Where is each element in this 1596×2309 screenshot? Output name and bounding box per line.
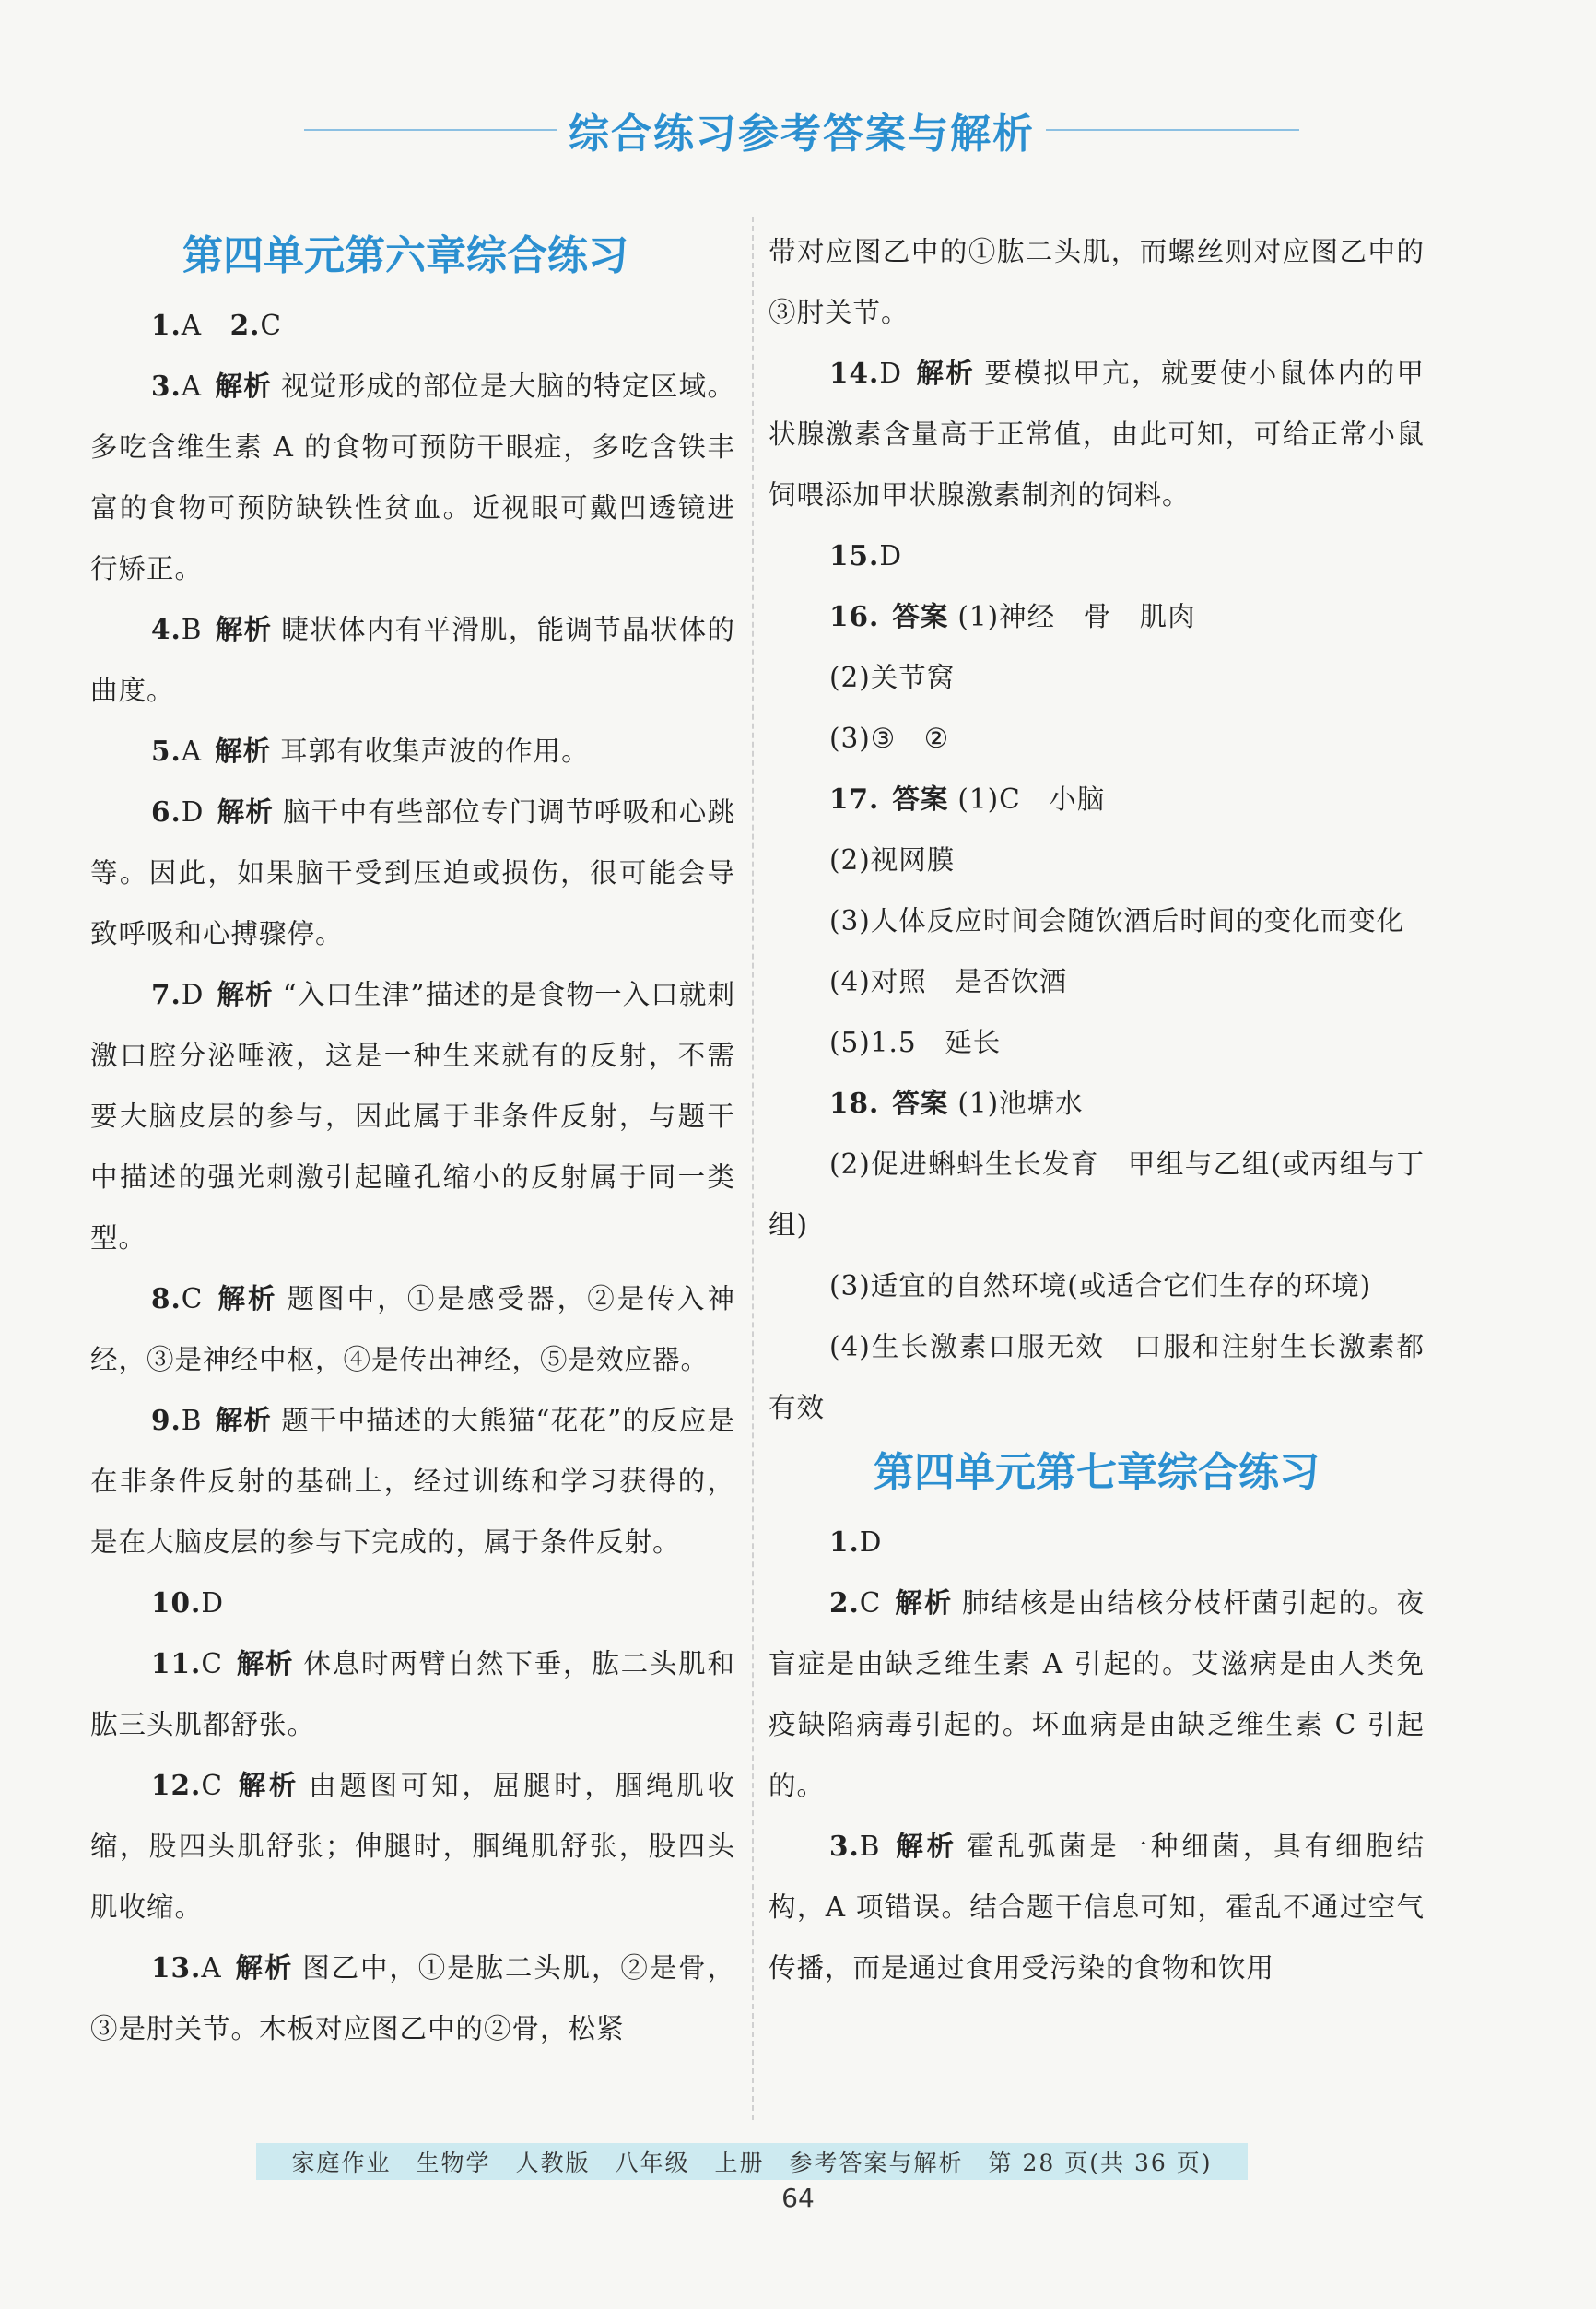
- answer-tag: 答案: [892, 783, 949, 815]
- answer-item: [769, 1573, 1425, 1816]
- answer-item: [90, 782, 735, 964]
- answer-tag: 解析: [234, 1952, 294, 1984]
- question-number: 7.: [151, 978, 182, 1010]
- page-title: 综合练习参考答案与解析: [569, 111, 1035, 158]
- answer-tag: 解析: [215, 736, 272, 767]
- answer-choice: D: [201, 1587, 224, 1619]
- answer-item: [90, 1268, 735, 1390]
- question-number: 17.: [829, 783, 880, 815]
- answer-item: [90, 356, 735, 599]
- question-number: 12.: [151, 1769, 202, 1801]
- answer-choice: D: [879, 358, 902, 389]
- right-column: [769, 221, 1425, 1998]
- question-number: 1.: [151, 309, 182, 341]
- answer-choice: C: [201, 1770, 223, 1801]
- answer-text: (3)人体反应时间会随饮酒后时间的变化而变化: [829, 905, 1405, 937]
- title-rule-left: [304, 129, 557, 131]
- question-number: 9.: [151, 1404, 182, 1436]
- answer-choice: C: [181, 1283, 204, 1314]
- question-number: 6.: [151, 795, 182, 828]
- answer-choice: A: [181, 736, 203, 767]
- answer-item: [769, 1255, 1425, 1316]
- answer-text: (2)关节窝: [829, 662, 956, 693]
- answer-text: 休息时两臂自然下垂，肱二头肌和肱三头肌都舒张。: [90, 1648, 735, 1740]
- answer-tag: 解析: [235, 1770, 300, 1801]
- answer-item: [90, 1573, 735, 1633]
- answer-text: (2)视网膜: [829, 844, 956, 876]
- answer-choice: C: [859, 1587, 882, 1619]
- answer-text: 要模拟甲亢，就要使小鼠体内的甲状腺激素含量高于正常值，由此可知，可给正常小鼠饲喂添加甲状腺激素制剂的饲料。: [769, 358, 1425, 511]
- answer-text: (4)对照 是否饮酒: [829, 966, 1068, 997]
- answer-choice: D: [879, 540, 902, 571]
- answer-item: [769, 525, 1425, 586]
- answer-item: [769, 647, 1425, 708]
- answer-tag: 解析: [216, 1283, 278, 1314]
- answer-text: (1)神经 骨 肌肉: [957, 601, 1196, 632]
- answer-text: 图乙中，①是肱二头肌，②是骨，③是肘关节。木板对应图乙中的②骨，松紧: [90, 1952, 735, 2044]
- footer-bar: 家庭作业 生物学 人教版 八年级 上册 参考答案与解析 第 28 页(共 36 页): [256, 2143, 1248, 2180]
- answer-text: 耳郭有收集声波的作用。: [280, 736, 590, 767]
- answer-text: (3)适宜的自然环境(或适合它们生存的环境): [829, 1270, 1372, 1302]
- answer-item: [769, 1316, 1425, 1438]
- answer-text: 题干中描述的大熊猫“花花”的反应是在非条件反射的基础上，经过训练和学习获得的，是在大脑皮层的参与下完成的，属于条件反射。: [90, 1405, 735, 1558]
- answer-tag: 答案: [892, 601, 949, 632]
- answer-text: 睫状体内有平滑肌，能调节晶状体的曲度。: [90, 614, 735, 706]
- section-title-chapter-7: 第四单元第七章综合练习: [874, 1449, 1320, 1496]
- answer-item: [90, 1390, 735, 1573]
- question-number: 2.: [829, 1586, 860, 1619]
- answer-choice: D: [181, 796, 205, 828]
- left-answer-list: [90, 295, 735, 2059]
- column-divider: [752, 217, 754, 2120]
- answer-item: [90, 1755, 735, 1938]
- answer-item: [769, 1012, 1425, 1073]
- answer-tag: 解析: [893, 1831, 957, 1862]
- answer-text: “入口生津”描述的是食物一入口就刺激口腔分泌唾液，这是一种生来就有的反射，不需要大脑皮层的参与，因此属于非条件反射，与题干中描述的强光刺激引起瞳孔缩小的反射属于同一类型。: [90, 979, 735, 1254]
- answer-text: (1)池塘水: [957, 1088, 1084, 1119]
- answer-choice: A: [181, 310, 203, 341]
- answer-text: (4)生长激素口服无效 口服和注射生长激素都有效: [769, 1331, 1425, 1423]
- answer-choice: D: [181, 979, 205, 1010]
- answer-item: [769, 1816, 1425, 1998]
- answer-choice: A: [181, 371, 203, 402]
- answer-item: [769, 951, 1425, 1012]
- answer-text: 脑干中有些部位专门调节呼吸和心跳等。因此，如果脑干受到压迫或损伤，很可能会导致呼吸和心搏骤停。: [90, 796, 735, 949]
- answer-tag: 解析: [217, 979, 274, 1010]
- answer-choice: D: [859, 1526, 883, 1558]
- question-number: 14.: [829, 357, 880, 389]
- answer-item: [769, 1134, 1425, 1255]
- question-number: 18.: [829, 1087, 880, 1119]
- answer-text: 题图中，①是感受器，②是传入神经，③是神经中枢，④是传出神经，⑤是效应器。: [90, 1283, 735, 1375]
- answer-text: (3)③ ②: [829, 723, 950, 754]
- title-rule-right: [1046, 129, 1299, 131]
- question-number: 11.: [151, 1647, 202, 1679]
- answer-choice: A: [201, 1952, 222, 1984]
- section-title-chapter-6: 第四单元第六章综合练习: [182, 232, 628, 279]
- answer-choice: C: [260, 310, 282, 341]
- answer-item: [90, 1633, 735, 1755]
- answer-text: (5)1.5 延长: [829, 1027, 1002, 1058]
- answer-choice: B: [181, 614, 203, 645]
- answer-item: [769, 830, 1425, 890]
- question-number: 13.: [151, 1951, 202, 1984]
- answer-tag: 答案: [892, 1088, 949, 1119]
- answer-choice: C: [201, 1648, 223, 1679]
- answer-choice: B: [859, 1831, 881, 1862]
- question-number: 2.: [229, 309, 261, 341]
- answer-item: [90, 721, 735, 782]
- right-answer-list-b: [769, 1512, 1425, 1998]
- question-number: 1.: [829, 1526, 860, 1558]
- question-number: 8.: [151, 1282, 182, 1314]
- answer-tag: 解析: [215, 1405, 273, 1436]
- answer-choice: B: [181, 1405, 203, 1436]
- answer-text: 肺结核是由结核分枝杆菌引起的。夜盲症是由缺乏维生素 A 引起的。艾滋病是由人类免疫缺陷病毒引起的。坏血病是由缺乏维生素 C 引起的。: [769, 1587, 1425, 1801]
- answer-text: (1)C 小脑: [957, 783, 1106, 815]
- answer-tag: 解析: [215, 371, 273, 402]
- answer-item: [769, 1512, 1425, 1573]
- question-number: 16.: [829, 600, 880, 632]
- right-answer-list-a: [769, 343, 1425, 1438]
- answer-item: [769, 343, 1425, 525]
- page-number: 64: [781, 2183, 815, 2213]
- left-column: [90, 221, 735, 2059]
- question-number: 4.: [151, 613, 182, 645]
- page-title-banner: [304, 101, 1299, 159]
- answer-item: [769, 586, 1425, 647]
- question-number: 3.: [829, 1830, 860, 1862]
- answer-tag: 解析: [914, 358, 976, 389]
- answer-item: [90, 295, 735, 356]
- answer-item: [90, 1938, 735, 2059]
- answer-tag: 解析: [894, 1587, 954, 1619]
- answer-tag: 解析: [217, 796, 275, 828]
- question-number: 5.: [151, 735, 182, 767]
- answer-item: [769, 1073, 1425, 1134]
- answer-text: (2)促进蝌蚪生长发育 甲组与乙组(或丙组与丁组): [769, 1149, 1425, 1241]
- answer-text: 视觉形成的部位是大脑的特定区域。多吃含维生素 A 的食物可预防干眼症，多吃含铁丰富的食物可预防缺铁性贫血。近视眼可戴凹透镜进行矫正。: [90, 371, 735, 584]
- answer-item: [90, 964, 735, 1268]
- answer-tag: 解析: [235, 1648, 295, 1679]
- question-number: 15.: [829, 539, 880, 571]
- answer-item: [769, 769, 1425, 830]
- answer-text: 霍乱弧菌是一种细菌，具有细胞结构，A 项错误。结合题干信息可知，霍乱不通过空气传播，而是通过食用受污染的食物和饮用: [769, 1831, 1425, 1984]
- answer-tag: 解析: [215, 614, 273, 645]
- answer-item: [90, 599, 735, 721]
- answer-item: [769, 890, 1425, 951]
- question-number: 3.: [151, 370, 182, 402]
- answer-text: 由题图可知，屈腿时，腘绳肌收缩，股四头肌舒张；伸腿时，腘绳肌舒张，股四头肌收缩。: [90, 1770, 735, 1923]
- answer-item: [769, 708, 1425, 769]
- question-number: 10.: [151, 1586, 202, 1619]
- continued-text: 带对应图乙中的①肱二头肌，而螺丝则对应图乙中的③肘关节。: [769, 236, 1425, 328]
